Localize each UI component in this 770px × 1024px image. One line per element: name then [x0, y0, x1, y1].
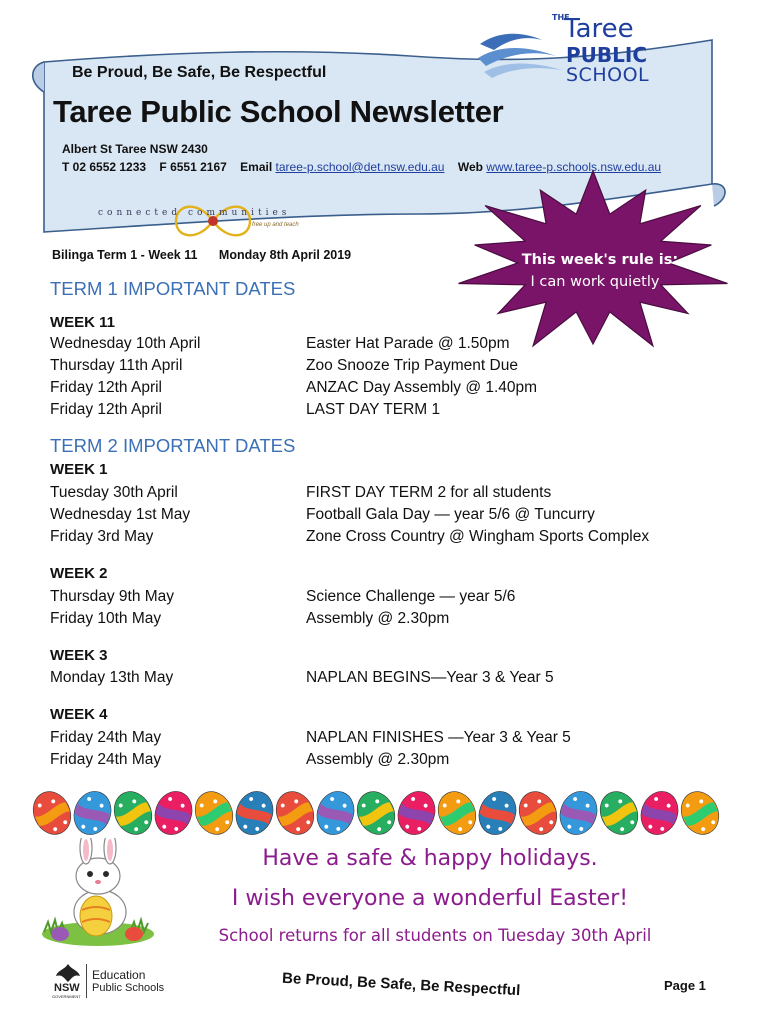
event-day: Monday 13th May: [50, 669, 174, 686]
easter-egg-icon: [554, 786, 603, 840]
event-row: [0, 667, 770, 689]
event-text: Zone Cross Country @ Wingham Sports Complex: [306, 528, 650, 545]
easter-egg-icon: [30, 786, 78, 840]
easter-egg-icon: [188, 786, 239, 840]
event-day: Wednesday 1st May: [50, 506, 191, 523]
easter-egg-icon: [392, 786, 441, 840]
event-day: Friday 12th April: [50, 379, 162, 396]
dept-line-1: Education: [92, 968, 146, 982]
event-row: [0, 749, 770, 771]
week-label: WEEK 3: [50, 647, 108, 664]
week-label: WEEK 4: [50, 706, 108, 723]
event-row: [0, 727, 770, 749]
event-text: ANZAC Day Assembly @ 1.40pm: [306, 379, 538, 396]
school-logo: [476, 12, 676, 92]
easter-egg-icon: [473, 786, 522, 840]
wave-icon: [476, 26, 566, 78]
fax: F 6551 2167: [159, 160, 227, 174]
logo-public: PUBLIC: [566, 43, 648, 67]
easter-egg-icon: [68, 786, 117, 840]
easter-egg-icon: [635, 786, 684, 840]
holiday-line-3: School returns for all students on Tuesday 30th April: [218, 926, 652, 945]
web-link[interactable]: www.taree-p.schools.nsw.edu.au: [486, 160, 662, 174]
event-day: Friday 24th May: [50, 751, 162, 768]
easter-egg-icon: [269, 786, 320, 840]
easter-egg-icon: [311, 786, 360, 840]
connected-tagline: free up and teach: [252, 222, 299, 228]
event-day: Friday 10th May: [50, 610, 162, 627]
event-day: Friday 12th April: [50, 401, 162, 418]
event-day: Thursday 9th May: [50, 588, 175, 605]
event-text: Assembly @ 2.30pm: [306, 610, 450, 627]
term2-heading: TERM 2 IMPORTANT DATES: [50, 435, 296, 456]
event-row: [0, 333, 770, 355]
motto-top: Be Proud, Be Safe, Be Respectful: [72, 64, 327, 81]
event-text: Easter Hat Parade @ 1.50pm: [306, 335, 510, 352]
holiday-line-1: Have a safe & happy holidays.: [262, 846, 598, 871]
logo-the: THE: [552, 13, 570, 22]
event-row: [0, 482, 770, 504]
easter-egg-icon: [149, 786, 198, 840]
rule-heading: This week's rule is:: [521, 252, 679, 268]
week-events: [0, 586, 770, 630]
event-day: Thursday 11th April: [50, 357, 183, 374]
event-day: Friday 3rd May: [50, 528, 154, 545]
easter-bunny-icon: [38, 838, 166, 948]
infinity-icon: [168, 198, 258, 244]
email-link[interactable]: taree-p.school@det.nsw.edu.au: [275, 160, 445, 174]
easter-eggs-border: [30, 786, 750, 840]
event-text: Science Challenge — year 5/6: [306, 588, 516, 605]
connected-text: connected communities: [98, 208, 291, 218]
phone: T 02 6552 1233: [62, 160, 147, 174]
easter-egg-icon: [107, 786, 158, 840]
week-events: [0, 482, 770, 548]
rule-text: I can work quietly: [530, 274, 660, 290]
event-row: [0, 586, 770, 608]
nsw-education-logo: [52, 962, 182, 1000]
page-title: Taree Public School Newsletter: [53, 94, 504, 129]
logo-school: SCHOOL: [566, 64, 650, 86]
footer-motto: Be Proud, Be Safe, Be Respectful: [281, 969, 521, 1000]
event-row: [0, 504, 770, 526]
week-events: [0, 727, 770, 771]
event-row: [0, 399, 770, 421]
week-label: WEEK 1: [50, 461, 108, 478]
event-day: Tuesday 30th April: [50, 484, 178, 501]
term1-heading: TERM 1 IMPORTANT DATES: [50, 278, 296, 299]
logo-taree: Taree: [564, 14, 634, 44]
event-text: Zoo Snooze Trip Payment Due: [306, 357, 518, 374]
event-text: NAPLAN BEGINS—Year 3 & Year 5: [306, 669, 554, 686]
nsw-sub-text: GOVERNMENT: [52, 994, 81, 999]
dept-line-2: Public Schools: [92, 982, 165, 994]
event-text: Assembly @ 2.30pm: [306, 751, 450, 768]
event-text: FIRST DAY TERM 2 for all students: [306, 484, 552, 501]
waratah-icon: [54, 962, 82, 984]
event-text: NAPLAN FINISHES —Year 3 & Year 5: [306, 729, 571, 746]
event-row: [0, 377, 770, 399]
easter-egg-icon: [230, 786, 279, 840]
easter-egg-icon: [512, 786, 563, 840]
week-events: [0, 333, 770, 421]
event-text: LAST DAY TERM 1: [306, 401, 441, 418]
easter-egg-icon: [593, 786, 644, 840]
event-row: [0, 526, 770, 548]
term-week: Bilinga Term 1 - Week 11: [52, 248, 198, 262]
easter-egg-icon: [674, 786, 725, 840]
issue-date: Monday 8th April 2019: [218, 248, 352, 262]
holiday-line-2: I wish everyone a wonderful Easter!: [231, 886, 629, 911]
school-address: Albert St Taree NSW 2430: [62, 142, 208, 156]
nsw-text: NSW: [54, 982, 80, 994]
week-label: WEEK 11: [50, 314, 116, 331]
web-label: Web: [457, 160, 483, 174]
easter-egg-icon: [350, 786, 401, 840]
email-label: Email: [240, 160, 273, 174]
week-events: [0, 667, 770, 689]
event-row: [0, 608, 770, 630]
term-info: [52, 248, 351, 262]
page-number: Page 1: [664, 978, 706, 993]
event-day: Wednesday 10th April: [50, 335, 201, 352]
connected-communities-logo: [98, 198, 308, 246]
easter-egg-icon: [431, 786, 482, 840]
event-text: Football Gala Day — year 5/6 @ Tuncurry: [306, 506, 595, 523]
event-row: [0, 355, 770, 377]
week-label: WEEK 2: [50, 565, 108, 582]
event-day: Friday 24th May: [50, 729, 162, 746]
